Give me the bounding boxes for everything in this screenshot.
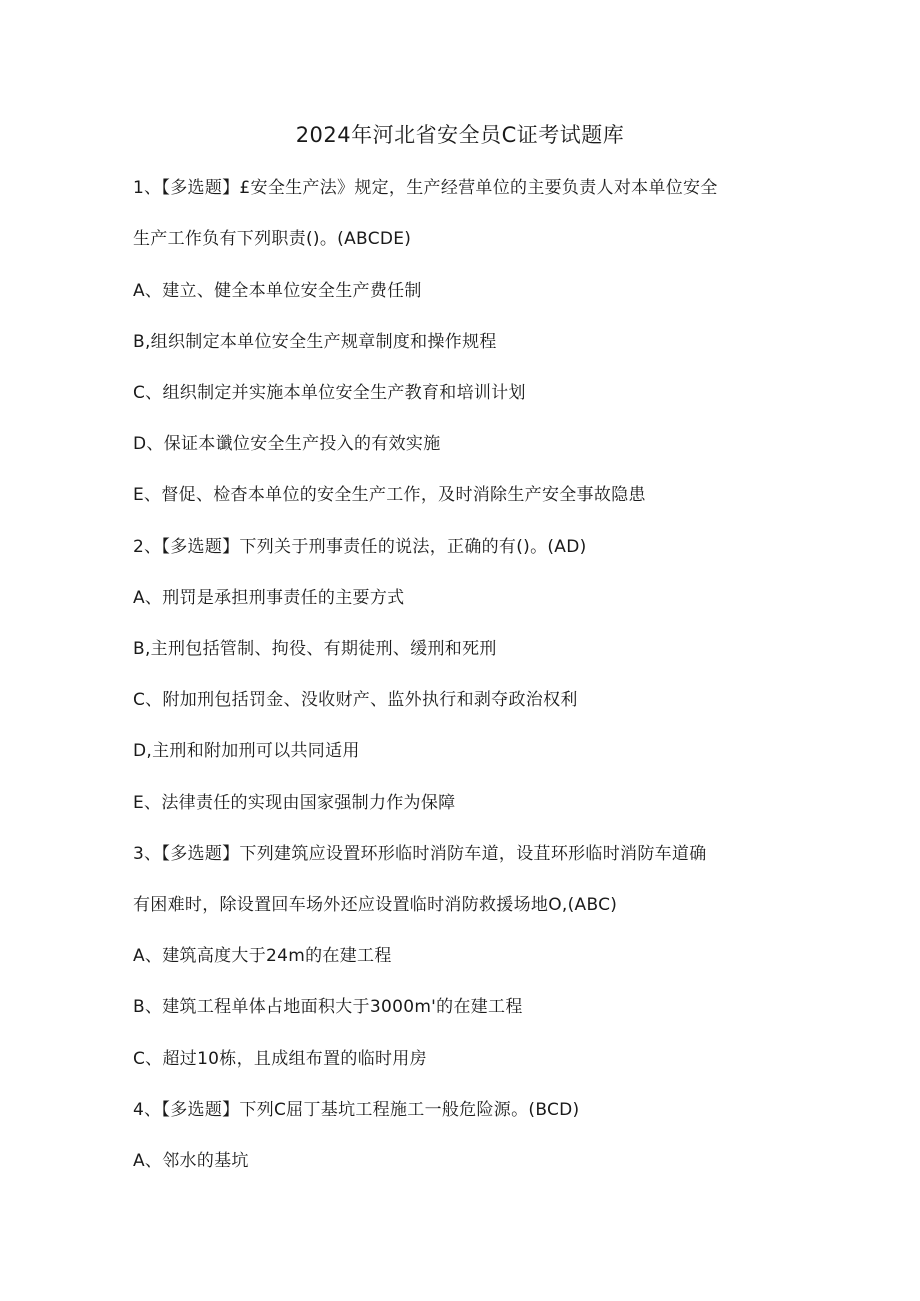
page-title: 2024年河北省安全员C证考试题库 <box>295 123 625 147</box>
question-2-option-d: D,主刑和附加刑可以共同适用 <box>133 741 360 761</box>
question-1-option-e: E、督促、检杳本单位的安全生产工作，及时消除生产安全事故隐患 <box>133 485 646 505</box>
question-2-stem: 2、【多选题】下列关于刑事责任的说法，正确的有()。(AD) <box>133 537 587 557</box>
question-2-option-a: A、刑罚是承担刑事责任的主要方式 <box>133 588 405 608</box>
question-1-option-d: D、保证本谶位安全生产投入的有效实施 <box>133 434 441 454</box>
question-3-stem-line-1: 3、【多选题】下列建筑应设置环形临时消防车道，设苴环形临时消防车道确 <box>133 844 707 864</box>
question-1-stem-line-2: 生产工作负有下列职责()。(ABCDE) <box>133 229 412 249</box>
question-3-stem-line-2: 有困难时，除设置回车场外还应设置临时消防救援场地O,(ABC) <box>133 895 618 915</box>
question-1-option-b: B,组织制定本单位安全生产规章制度和操作规程 <box>133 332 497 352</box>
question-2-option-c: C、附加刑包括罚金、没收财产、监外执行和剥夺政治权利 <box>133 690 578 710</box>
question-3-option-b: B、建筑工程单体占地面积大于3000m'的在建工程 <box>133 997 523 1017</box>
question-3-option-c: C、超过10栋，且成组布置的临时用房 <box>133 1049 427 1069</box>
question-2-option-b: B,主刑包括管制、拘役、有期徒刑、缓刑和死刑 <box>133 639 497 659</box>
question-4-stem: 4、【多选题】下列C屈丁基坑工程施工一般危险源。(BCD) <box>133 1100 580 1120</box>
question-1-stem-line-1: 1、【多选题】£安全生产法》规定，生产经营单位的主要负责人对本单位安全 <box>133 178 718 198</box>
question-1-option-c: C、组织制定并实施本单位安全生产教育和培训计划 <box>133 383 526 403</box>
question-2-option-e: E、法律责任的实现由国家强制力作为保障 <box>133 793 456 813</box>
question-3-option-a: A、建筑高度大于24m的在建工程 <box>133 946 392 966</box>
question-1-option-a: A、建立、健全本单位安全生产费任制 <box>133 281 422 301</box>
question-4-option-a: A、邻水的基坑 <box>133 1151 249 1171</box>
